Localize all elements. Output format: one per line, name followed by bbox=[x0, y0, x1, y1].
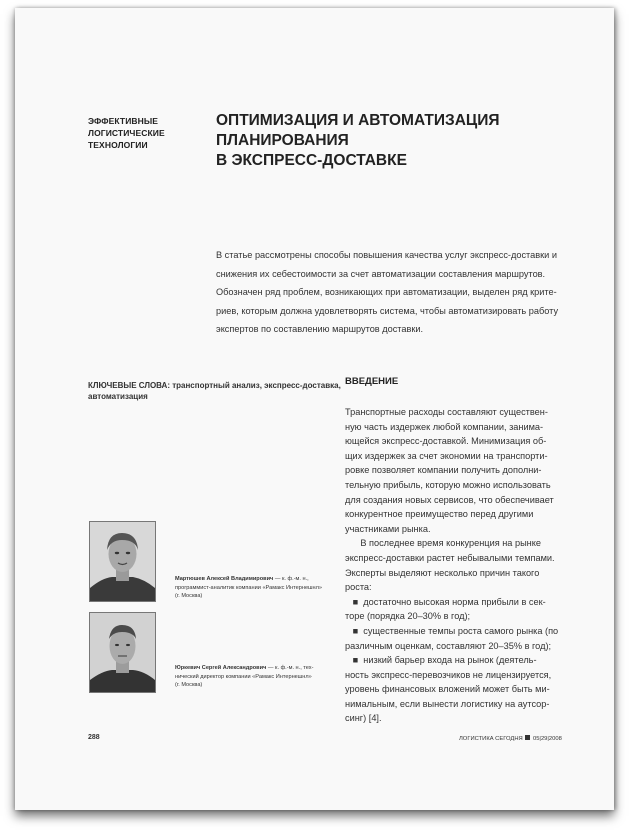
body-line: конкурентное преимущество перед другими bbox=[345, 509, 534, 520]
keywords-line: КЛЮЧЕВЫЕ СЛОВА: транспортный анализ, экспресс-доставка, bbox=[88, 381, 341, 390]
abstract-line: экспертов по составлению маршрутов доставки. bbox=[216, 324, 424, 334]
square-separator-icon bbox=[525, 735, 530, 740]
abstract bbox=[216, 246, 598, 339]
body-line: щих издержек за счет экономии на транспорти- bbox=[345, 450, 548, 461]
title-line: ПЛАНИРОВАНИЯ bbox=[216, 132, 349, 149]
author-photo-1 bbox=[89, 521, 156, 602]
author-2-degree: — к. ф.-м. н., тех- bbox=[267, 665, 314, 671]
body-line: различным оценкам, составляют 20–35% в год); bbox=[345, 640, 552, 651]
section-label bbox=[88, 115, 188, 151]
abstract-line: риев, которым должна удовлетворять система, чтобы автоматизировать работу bbox=[216, 305, 559, 316]
journal-issue: 05|29|2008 bbox=[532, 736, 562, 742]
keywords bbox=[88, 380, 341, 402]
abstract-line: В статье рассмотрены способы повышения качества услуг экспресс-доставки и bbox=[216, 250, 557, 260]
author-1-line bbox=[175, 575, 340, 584]
body-line: ность экспресс-перевозчиков не лицензируется, bbox=[345, 669, 552, 680]
author-2-caption bbox=[175, 664, 340, 690]
body-line: уровень финансовых вложений может быть ми- bbox=[345, 684, 550, 695]
section-label-line: ЛОГИСТИЧЕСКИЕ bbox=[88, 128, 165, 138]
body-text bbox=[345, 405, 595, 726]
body-line: роста: bbox=[345, 582, 372, 593]
body-line: тельную прибыль, которую можно использовать bbox=[345, 479, 551, 490]
title-line: ОПТИМИЗАЦИЯ И АВТОМАТИЗАЦИЯ bbox=[216, 112, 500, 129]
author-1-degree: — к. ф.-м. н., bbox=[274, 576, 309, 582]
keywords-line: автоматизация bbox=[88, 392, 148, 401]
author-2-line bbox=[175, 664, 340, 673]
author-photo-2 bbox=[89, 612, 156, 693]
body-line: Транспортные расходы составляют существен- bbox=[345, 407, 548, 417]
intro-heading: ВВЕДЕНИЕ bbox=[345, 376, 399, 387]
body-line: Эксперты выделяют несколько причин такого bbox=[345, 567, 540, 578]
body-line: нимальным, если вынести логистику на аутсор- bbox=[345, 698, 550, 709]
article-title bbox=[216, 111, 556, 171]
section-label-line: ЭФФЕКТИВНЫЕ bbox=[88, 116, 159, 126]
body-line: синг) [4]. bbox=[345, 713, 382, 724]
author-2-city: (г. Москва) bbox=[175, 682, 203, 688]
journal-footer bbox=[459, 735, 562, 742]
bullet-line: ■ достаточно высокая норма прибыли в сек- bbox=[345, 596, 546, 607]
bullet-line: ■ существенные темпы роста самого рынка (по bbox=[345, 625, 559, 636]
author-2-position: нический директор компании «Рамакс Интернешнл» bbox=[175, 673, 312, 680]
abstract-line: снижения их себестоимости за счет автоматизации составления маршрутов. bbox=[216, 268, 546, 279]
author-2-name: Юркевич Сергей Александрович bbox=[175, 665, 267, 671]
author-1-caption bbox=[175, 575, 340, 601]
body-line: участниками рынка. bbox=[345, 523, 431, 534]
body-line: В последнее время конкуренция на рынке bbox=[345, 538, 541, 549]
author-1-city: (г. Москва) bbox=[175, 593, 203, 599]
bullet-line: ■ низкий барьер входа на рынок (деятель- bbox=[345, 655, 537, 666]
author-1-name: Мартюшев Алексей Владимирович bbox=[175, 576, 274, 582]
title-line: В ЭКСПРЕСС-ДОСТАВКЕ bbox=[216, 152, 407, 169]
body-line: ную часть издержек любой компании, занима- bbox=[345, 421, 544, 432]
section-label-line: ТЕХНОЛОГИИ bbox=[88, 140, 148, 150]
author-1-position: программист-аналитик компании «Рамакс Интернешнл» bbox=[175, 584, 323, 591]
body-line: ющейся экспресс-доставкой. Минимизация об- bbox=[345, 436, 547, 447]
page-number: 288 bbox=[88, 734, 100, 741]
body-line: ровке позволяет компании получить дополни- bbox=[345, 465, 542, 476]
abstract-line: Обозначен ряд проблем, возникающих при автоматизации, выделен ряд крите- bbox=[216, 287, 557, 297]
body-line: экспресс-доставки растет небывалыми темпами. bbox=[345, 552, 555, 563]
body-line: для создания новых сервисов, что обеспечивает bbox=[345, 494, 554, 505]
body-line: тоpe (порядка 20–30% в год); bbox=[345, 611, 471, 622]
journal-name: ЛОГИСТИКА СЕГОДНЯ bbox=[459, 736, 523, 742]
